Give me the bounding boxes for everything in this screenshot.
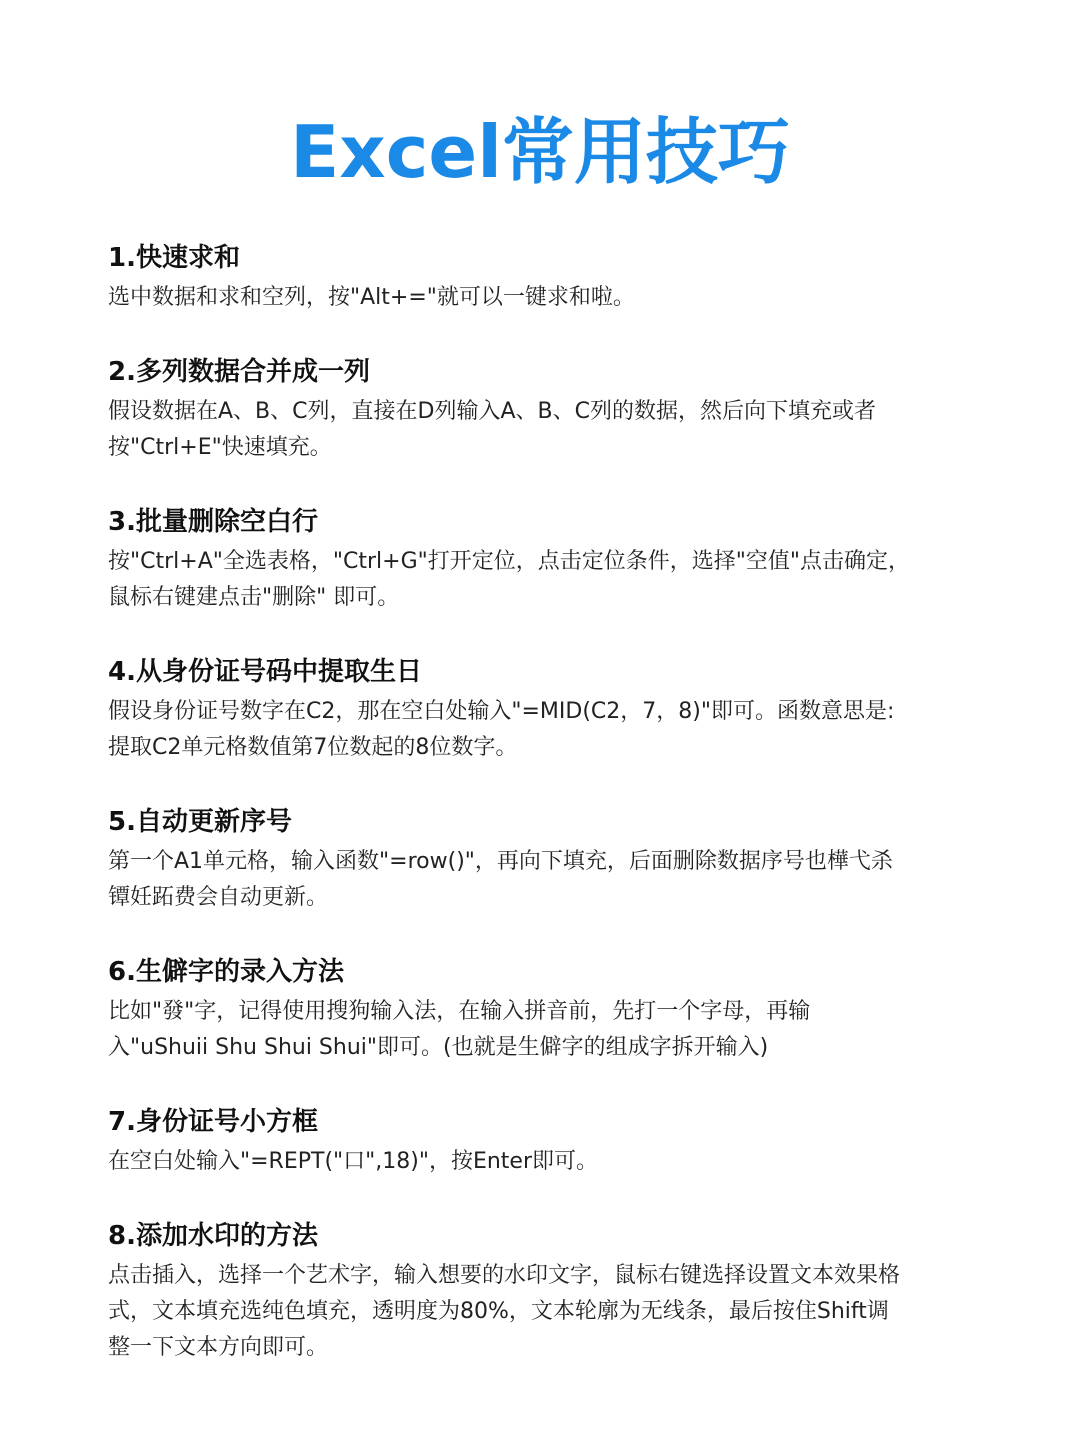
tip-section <box>108 954 988 1066</box>
tip-body-line: 式，文本填充选纯色填充，透明度为80%，文本轮廓为无线条，最后按住Shift调 <box>108 1299 889 1324</box>
tip-body-line: 按"Ctrl+E"快速填充。 <box>108 435 332 460</box>
tip-heading: 4.从身份证号码中提取生日 <box>108 657 422 687</box>
page-title: Excel常用技巧 <box>290 110 790 194</box>
tip-body-line: 鼠标右键建点击"删除" 即可。 <box>108 585 400 610</box>
tip-body-line: 比如"發"字，记得使用搜狗输入法，在输入拼音前，先打一个字母，再输 <box>108 999 811 1024</box>
tip-heading: 6.生僻字的录入方法 <box>108 957 344 987</box>
tip-section <box>108 1104 988 1180</box>
tip-heading: 5.自动更新序号 <box>108 807 292 837</box>
tip-section <box>108 804 988 916</box>
tip-body-line: 假设数据在A、B、C列，直接在D列输入A、B、C列的数据，然后向下填充或者 <box>108 399 876 424</box>
tip-body-line: 假设身份证号数字在C2，那在空白处输入"=MID(C2，7，8)"即可。函数意思是: <box>108 699 895 724</box>
tip-body-line: 点击插入，选择一个艺术字，输入想要的水印文字，鼠标右键选择设置文本效果格 <box>108 1263 901 1288</box>
tip-body-line: 选中数据和求和空列，按"Alt+="就可以一键求和啦。 <box>108 285 635 310</box>
tip-section <box>108 354 988 466</box>
tip-heading: 1.快速求和 <box>108 243 240 273</box>
tip-body-line: 提取C2单元格数值第7位数起的8位数字。 <box>108 735 518 760</box>
tip-body-line: 按"Ctrl+A"全选表格，"Ctrl+G"打开定位，点击定位条件，选择"空值"点击确定， <box>108 549 910 574</box>
tip-section <box>108 1218 988 1366</box>
tip-body-line: 在空白处输入"=REPT("口",18)"，按Enter即可。 <box>108 1149 599 1174</box>
tip-body-line: 入"uShuii Shu Shui Shui"即可。(也就是生僻字的组成字拆开输入) <box>108 1035 769 1060</box>
tip-section <box>108 504 988 616</box>
tip-section <box>108 654 988 766</box>
tip-heading: 2.多列数据合并成一列 <box>108 357 370 387</box>
tip-heading: 8.添加水印的方法 <box>108 1221 318 1251</box>
tip-section <box>108 240 988 316</box>
tip-heading: 3.批量删除空白行 <box>108 507 318 537</box>
tip-body-line: 整一下文本方向即可。 <box>108 1335 329 1360</box>
tip-body-line: 第一个A1单元格，输入函数"=row()"，再向下填充，后面删除数据序号也樺弋杀 <box>108 849 893 874</box>
tip-heading: 7.身份证号小方框 <box>108 1107 318 1137</box>
tip-body-line: 镡妊跖费会自动更新。 <box>108 885 329 910</box>
